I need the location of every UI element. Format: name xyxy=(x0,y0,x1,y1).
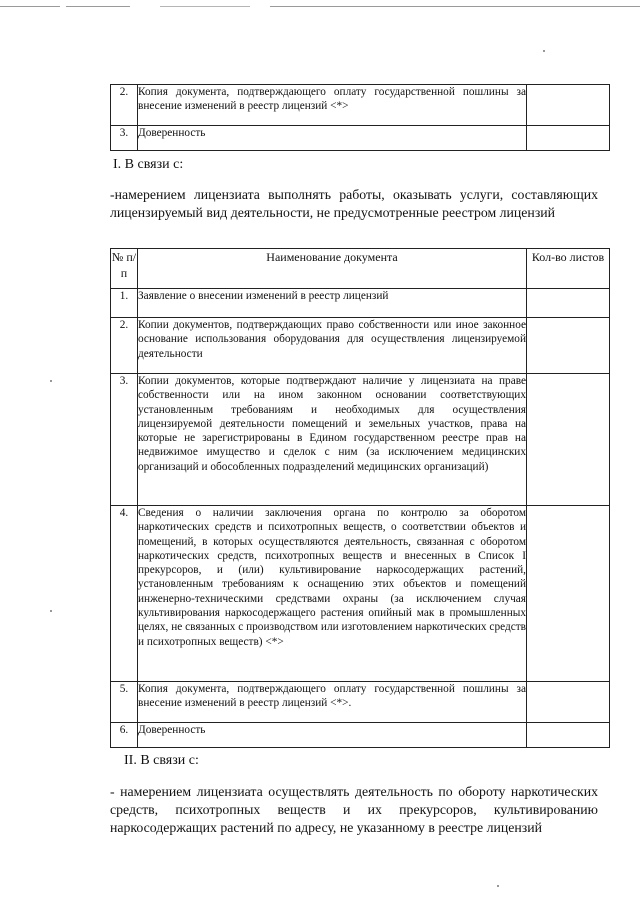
header-document-name: Наименование документа xyxy=(138,249,527,289)
row-sheet-count xyxy=(527,682,610,723)
row-number: 6. xyxy=(111,723,138,748)
scan-speck xyxy=(497,885,499,887)
table-row xyxy=(111,289,610,318)
row-document-name: Доверенность xyxy=(138,126,527,151)
row-sheet-count xyxy=(527,374,610,506)
scan-artifact-line xyxy=(0,6,640,7)
table-row xyxy=(111,723,610,748)
row-sheet-count xyxy=(527,289,610,318)
table-row xyxy=(111,682,610,723)
header-sheet-count: Кол-во листов xyxy=(527,249,610,289)
row-number: 3. xyxy=(111,374,138,506)
scan-speck xyxy=(50,610,52,612)
row-document-name: Копии документов, которые подтверждают наличие у лицензиата на праве собственности или на ином законном основании соответствующих установленным требованиям и необходимых для осуществления лицензируемой деятельности помещений и земельных участков, права на которые не зарегистрированы в Едином государственном реестре прав на недвижимое имущество и сделок с ним (за исключением медицинских организаций и обособленных подразделений медицинских организаций) xyxy=(138,374,527,506)
row-document-name: Заявление о внесении изменений в реестр лицензий xyxy=(138,289,527,318)
section-paragraph-1: -намерением лицензиата выполнять работы, оказывать услуги, составляющих лицензируемый вид деятельности, не предусмотренные реестром лицензий xyxy=(110,187,598,220)
table-row xyxy=(111,506,610,682)
row-document-name: Копия документа, подтверждающего оплату государственной пошлины за внесение изменений в реестр лицензий <*>. xyxy=(138,682,527,723)
section-paragraph-2: - намерением лицензиата осуществлять деятельность по обороту наркотических средств, психотропных веществ и их прекурсоров, культивированию наркосодержащих растений по адресу, не указанному в реестре лицензий xyxy=(110,784,598,835)
row-sheet-count xyxy=(527,126,610,151)
row-number: 3. xyxy=(111,126,138,151)
row-number: 1. xyxy=(111,289,138,318)
row-document-name: Сведения о наличии заключения органа по контролю за оборотом наркотических средств и психотропных веществ, о соответствии объектов и помещений, в которых осуществляются деятельность, связанная с оборотом наркотических средств, психотропных веществ и внесенных в Список I прекурсоров, и (или) культивирование наркосодержащих растений, установленным требованиям к оснащению этих объектов и помещений инженерно-техническими средствами охраны (за исключением случая культивирования наркосодержащего растения опийный мак в промышленных целях, не связанных с производством или изготовлением наркотических средств и психотропных веществ) <*> xyxy=(138,506,527,682)
header-number: № п/п xyxy=(111,249,138,289)
documents-table-continued xyxy=(110,84,610,151)
table-row xyxy=(111,85,610,126)
row-number: 2. xyxy=(111,85,138,126)
row-sheet-count xyxy=(527,723,610,748)
row-sheet-count xyxy=(527,318,610,374)
row-number: 4. xyxy=(111,506,138,682)
table-row xyxy=(111,126,610,151)
section-heading-1: I. В связи с: xyxy=(113,157,184,172)
row-sheet-count xyxy=(527,506,610,682)
row-number: 5. xyxy=(111,682,138,723)
table-row xyxy=(111,318,610,374)
row-number: 2. xyxy=(111,318,138,374)
table-header-row xyxy=(111,249,610,289)
row-document-name: Копия документа, подтверждающего оплату государственной пошлины за внесение изменений в реестр лицензий <*> xyxy=(138,85,527,126)
scan-speck xyxy=(50,380,52,382)
row-sheet-count xyxy=(527,85,610,126)
row-document-name: Копии документов, подтверждающих право собственности или иное законное основание использования оборудования для осуществления лицензируемой деятельности xyxy=(138,318,527,374)
row-document-name: Доверенность xyxy=(138,723,527,748)
documents-table xyxy=(110,248,610,748)
table-row xyxy=(111,374,610,506)
section-heading-2: II. В связи с: xyxy=(124,753,199,768)
scan-speck xyxy=(543,50,545,52)
